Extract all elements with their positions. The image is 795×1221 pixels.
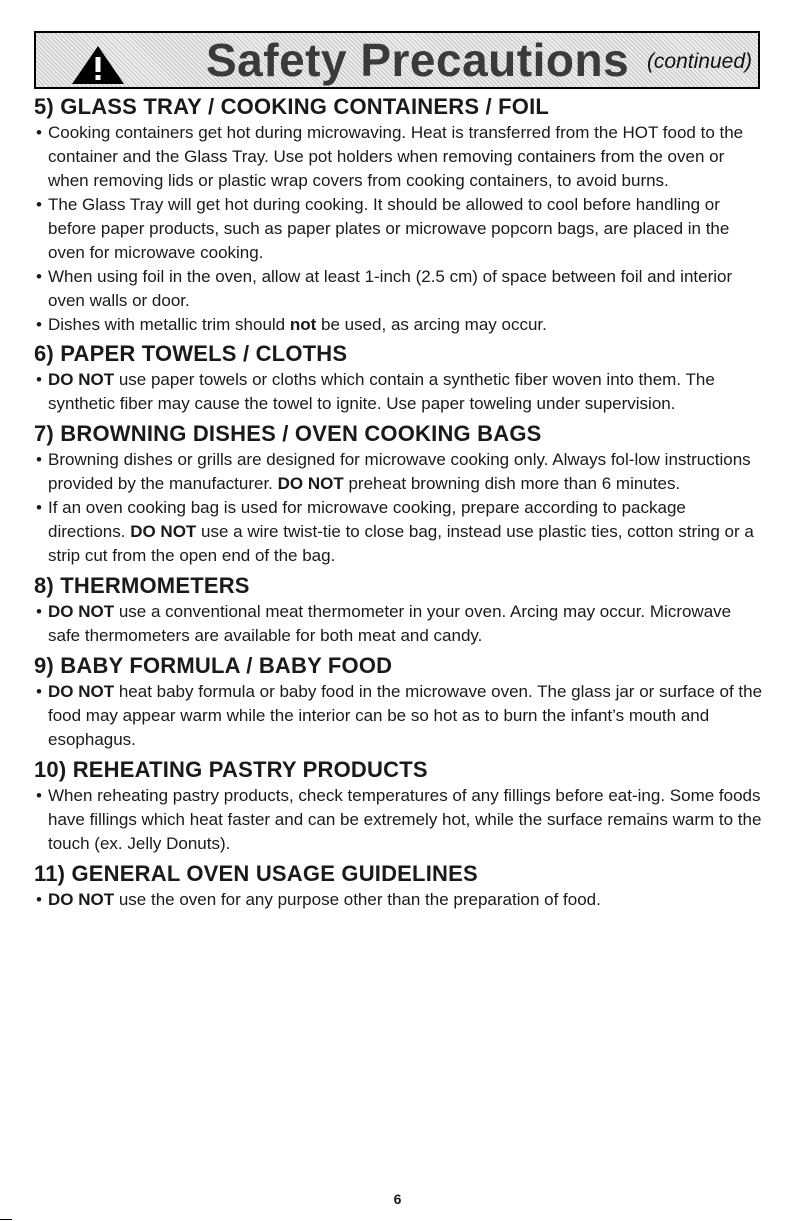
section bbox=[34, 860, 764, 912]
body-text: preheat browning dish more than 6 minutes. bbox=[343, 474, 681, 493]
emphasis-text: DO NOT bbox=[130, 522, 197, 541]
corner-mark bbox=[0, 1219, 12, 1220]
body-text: be used, as arcing may occur. bbox=[316, 315, 547, 334]
body-text: The Glass Tray will get hot during cooking. It should be allowed to cool before handling or before paper products, such as paper plates or microwave popcorn bags, are placed in the oven for microwave cooking. bbox=[48, 195, 730, 262]
emphasis-text: DO NOT bbox=[277, 474, 344, 493]
bullet-item bbox=[34, 496, 764, 568]
bullet-item bbox=[34, 265, 764, 313]
section bbox=[34, 93, 764, 337]
body-text: Cooking containers get hot during microwaving. Heat is transferred from the HOT food to the container and the Glass Tray. Use pot holders when removing containers from the oven or when removing lids or plastic wrap covers from cooking containers, to avoid burns. bbox=[48, 123, 744, 190]
section bbox=[34, 756, 764, 856]
emphasis-text: DO NOT bbox=[48, 890, 115, 909]
emphasis-text: DO NOT bbox=[48, 602, 115, 621]
section-heading: 11) GENERAL OVEN USAGE GUIDELINES bbox=[34, 861, 478, 886]
body-text: use paper towels or cloths which contain a synthetic fiber woven into them. The synthetic fiber may cause the towel to ignite. Use paper toweling under supervision. bbox=[48, 370, 715, 413]
bullet-item bbox=[34, 313, 764, 337]
bullet-item bbox=[34, 680, 764, 752]
body-text: Browning dishes or grills are designed for microwave cooking only. Always fol-low instructions provided by the manufacturer. bbox=[48, 450, 751, 493]
section-heading: 9) BABY FORMULA / BABY FOOD bbox=[34, 653, 393, 678]
section-heading: 6) PAPER TOWELS / CLOTHS bbox=[34, 341, 348, 366]
section bbox=[34, 340, 764, 416]
bullet-item bbox=[34, 784, 764, 856]
emphasis-text: DO NOT bbox=[48, 370, 115, 389]
body-text: heat baby formula or baby food in the microwave oven. The glass jar or surface of the food may appear warm while the interior can be so hot as to burn the infant’s mouth and esophagus. bbox=[48, 682, 763, 749]
emphasis-text: DO NOT bbox=[48, 682, 115, 701]
bullet-dot-icon: • bbox=[36, 450, 42, 469]
page-number: 6 bbox=[393, 1191, 402, 1207]
bullet-dot-icon: • bbox=[36, 315, 42, 334]
bullet-dot-icon: • bbox=[36, 890, 42, 909]
document-body bbox=[34, 93, 764, 912]
page-banner bbox=[34, 31, 760, 89]
body-text: Dishes with metallic trim should bbox=[48, 315, 290, 334]
section bbox=[34, 652, 764, 752]
warning-triangle-icon bbox=[70, 44, 126, 86]
bullet-dot-icon: • bbox=[36, 123, 42, 142]
bullet-dot-icon: • bbox=[36, 786, 42, 805]
section-heading: 7) BROWNING DISHES / OVEN COOKING BAGS bbox=[34, 421, 542, 446]
section-heading: 8) THERMOMETERS bbox=[34, 573, 250, 598]
body-text: use a wire twist-tie to close bag, instead use plastic ties, cotton string or a strip cut from the open end of the bag. bbox=[48, 522, 754, 565]
bullet-dot-icon: • bbox=[36, 370, 42, 389]
section-heading: 5) GLASS TRAY / COOKING CONTAINERS / FOIL bbox=[34, 94, 550, 119]
emphasis-text: not bbox=[289, 315, 317, 334]
bullet-item bbox=[34, 600, 764, 648]
bullet-dot-icon: • bbox=[36, 267, 42, 286]
body-text: use a conventional meat thermometer in your oven. Arcing may occur. Microwave safe thermometers are available for both meat and candy. bbox=[48, 602, 732, 645]
bullet-dot-icon: • bbox=[36, 602, 42, 621]
bullet-item bbox=[34, 368, 764, 416]
body-text: use the oven for any purpose other than the preparation of food. bbox=[114, 890, 601, 909]
body-text: When reheating pastry products, check temperatures of any fillings before eat-ing. Some foods have fillings which heat faster and can be extremely hot, while the surface remains warm to the touch (ex. Jelly Donuts). bbox=[48, 786, 762, 853]
page-title: Safety Precautions bbox=[206, 34, 630, 86]
bullet-item bbox=[34, 448, 764, 496]
bullet-dot-icon: • bbox=[36, 498, 42, 517]
section bbox=[34, 572, 764, 648]
body-text: When using foil in the oven, allow at least 1-inch (2.5 cm) of space between foil and interior oven walls or door. bbox=[48, 267, 733, 310]
body-text: If an oven cooking bag is used for microwave cooking, prepare according to package directions. bbox=[48, 498, 686, 541]
bullet-item bbox=[34, 121, 764, 193]
bullet-dot-icon: • bbox=[36, 682, 42, 701]
bullet-item bbox=[34, 888, 764, 912]
section bbox=[34, 420, 764, 568]
section-heading: 10) REHEATING PASTRY PRODUCTS bbox=[34, 757, 428, 782]
page-subtitle: (continued) bbox=[646, 50, 752, 73]
bullet-dot-icon: • bbox=[36, 195, 42, 214]
bullet-item bbox=[34, 193, 764, 265]
